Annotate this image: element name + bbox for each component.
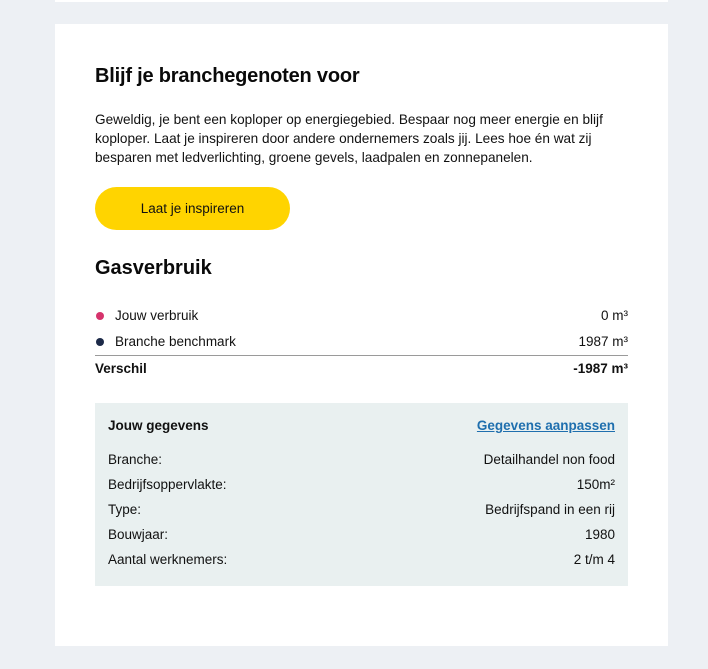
detail-value: 150m²: [576, 477, 615, 492]
detail-row-year: [108, 522, 615, 547]
benchmark-card: [55, 24, 668, 646]
usage-label: Jouw verbruik: [115, 308, 199, 323]
detail-value: 1980: [584, 527, 615, 542]
your-details-panel: [95, 403, 628, 586]
detail-row-surface: [108, 472, 615, 497]
detail-row-employees: [108, 547, 615, 572]
detail-label: Branche:: [108, 452, 163, 467]
detail-label: Bedrijfsoppervlakte:: [108, 477, 227, 492]
detail-row-branche: [108, 447, 615, 472]
detail-value: Bedrijfspand in een rij: [485, 502, 615, 517]
detail-label: Bouwjaar:: [108, 527, 169, 542]
detail-value: Detailhandel non food: [483, 452, 615, 467]
gas-usage-heading: Gasverbruik: [95, 257, 212, 279]
detail-row-type: [108, 497, 615, 522]
usage-row-benchmark: [95, 329, 628, 355]
usage-value: 1987 m³: [578, 334, 628, 349]
details-list: [108, 447, 615, 572]
usage-value: 0 m³: [601, 308, 628, 323]
detail-label: Aantal werknemers:: [108, 552, 228, 567]
details-title: Jouw gegevens: [108, 418, 209, 433]
benchmark-dot-icon: [96, 338, 104, 346]
detail-value: 2 t/m 4: [573, 552, 615, 567]
detail-label: Type:: [108, 502, 142, 517]
total-value: -1987 m³: [573, 361, 628, 376]
edit-details-link[interactable]: Gegevens aanpassen: [476, 418, 615, 433]
usage-total-row: [95, 356, 628, 382]
inspiration-text: Geweldig, je bent een koploper op energiegebied. Bespaar nog meer energie en blijf koploper. Laat je inspireren door andere ondernemers zoals jij. Lees hoe én wat zij besparen met ledverlichting, groene gevels, laadpalen en zonnepanelen.: [95, 112, 603, 165]
previous-card-edge: [55, 0, 668, 2]
gas-usage-table: [95, 303, 628, 382]
usage-row-own: [95, 303, 628, 329]
own-usage-dot-icon: [96, 312, 104, 320]
inspire-button[interactable]: Laat je inspireren: [95, 187, 290, 230]
inspiration-heading: Blijf je branchegenoten voor: [95, 65, 360, 87]
total-label: Verschil: [95, 361, 147, 376]
usage-label: Branche benchmark: [115, 334, 236, 349]
